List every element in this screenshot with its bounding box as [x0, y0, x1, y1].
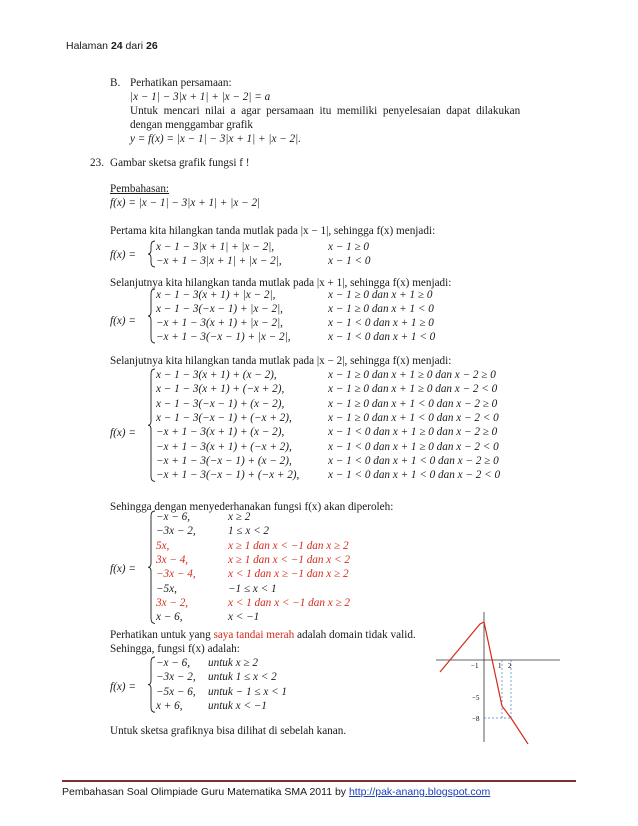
piece-condition: x − 1 < 0 dan x + 1 ≥ 0 dan x − 2 < 0: [328, 440, 499, 453]
piece-expression: x − 1 − 3|x + 1| + |x − 2|,: [156, 241, 275, 253]
piece-condition: x − 1 < 0 dan x + 1 ≥ 0 dan x − 2 ≥ 0: [328, 426, 498, 439]
step2-text: Selanjutnya kita hilangkan tanda mutlak pada |x + 1|, sehingga f(x) menjadi:: [110, 277, 452, 289]
piece-condition: untuk x ≥ 2: [208, 657, 258, 669]
so-text: Sehingga, fungsi f(x) adalah:: [110, 643, 240, 655]
piece-expression: −3x − 2,: [156, 525, 196, 538]
page-number: 24: [110, 40, 123, 52]
piece-expression: x − 1 − 3(x + 1) + |x − 2|,: [156, 289, 276, 301]
page-footer: Pembahasan Soal Olimpiade Guru Matematika SMA 2011 by http://pak-anang.blogspot.com: [62, 786, 491, 798]
question-number: 23.: [90, 157, 104, 169]
section-b-line3: Untuk mencari nilai a agar persamaan itu memiliki penyelesaian dapat dilakukan: [130, 105, 521, 117]
page-header: Halaman 24 dari 26: [66, 40, 158, 52]
piece-expression: −3x − 2,: [156, 671, 196, 684]
piece-condition: x − 1 < 0 dan x + 1 < 0 dan x − 2 ≥ 0: [328, 454, 499, 467]
step4-text: Sehingga dengan menyederhanakan fungsi f(x) akan diperoleh:: [110, 501, 394, 513]
section-b-equation: |x − 1| − 3|x + 1| + |x − 2| = a: [130, 91, 271, 103]
section-b-line1: Perhatikan persamaan:: [130, 77, 232, 89]
function-graph: [436, 610, 560, 744]
piece-expression: −x + 1 − 3(−x − 1) + (x − 2),: [156, 454, 292, 467]
piece-condition: x − 1 < 0 dan x + 1 < 0 dan x − 2 < 0: [328, 469, 501, 482]
piece-expression: x − 1 − 3(−x − 1) + |x − 2|,: [156, 303, 283, 315]
piece-expression: −x − 6,: [156, 657, 191, 669]
brace: [148, 240, 156, 268]
piece-expression: −x + 1 − 3(−x − 1) + (−x + 2),: [156, 469, 300, 482]
piece-condition: x − 1 ≥ 0 dan x + 1 ≥ 0: [328, 289, 433, 301]
tick-x-2: 2: [508, 662, 512, 670]
brace: [148, 656, 156, 713]
tick-y-neg8: −8: [472, 715, 480, 723]
piece-expression: 3x − 4,: [156, 553, 189, 566]
step3-text: Selanjutnya kita hilangkan tanda mutlak pada |x − 2|, sehingga f(x) menjadi:: [110, 355, 452, 367]
tick-x-1: 1: [498, 662, 502, 670]
note-red: saya tandai merah: [213, 629, 295, 641]
piece-condition: x − 1 ≥ 0 dan x + 1 ≥ 0 dan x − 2 ≥ 0: [328, 369, 496, 381]
piece-condition: x − 1 ≥ 0 dan x + 1 ≥ 0 dan x − 2 < 0: [328, 383, 498, 396]
piece-condition: untuk 1 ≤ x < 2: [208, 671, 277, 684]
piece-expression: x + 6,: [156, 699, 183, 712]
piece-expression: x − 1 − 3(−x − 1) + (x − 2),: [156, 397, 285, 410]
piece-condition: x < 1 dan x ≥ −1 dan x ≥ 2: [228, 568, 349, 581]
solution-function: f(x) = |x − 1| − 3|x + 1| + |x − 2|: [110, 197, 261, 209]
piece-expression: x − 1 − 3(x + 1) + (−x + 2),: [156, 383, 285, 396]
piece-condition: x ≥ 1 dan x < −1 dan x ≥ 2: [228, 539, 349, 552]
piece-condition: x − 1 ≥ 0: [328, 241, 370, 253]
brace: [148, 368, 156, 482]
piece-expression: −x + 1 − 3(−x − 1) + |x − 2|,: [156, 331, 291, 343]
piece-expression: −5x − 6,: [156, 685, 196, 698]
solution-title: Pembahasan:: [110, 183, 170, 195]
sys1-fx-label: f(x) =: [110, 249, 136, 261]
step1-text: Pertama kita hilangkan tanda mutlak pada |x − 1|, sehingga f(x) menjadi:: [110, 225, 436, 237]
piece-condition: x − 1 ≥ 0 dan x + 1 < 0 dan x − 2 < 0: [328, 411, 499, 424]
tick-y-neg5: −5: [472, 694, 480, 702]
brace: [148, 288, 156, 344]
piece-expression: −x + 1 − 3(x + 1) + (−x + 2),: [156, 440, 292, 453]
piece-condition: x − 1 ≥ 0 dan x + 1 < 0: [328, 303, 434, 315]
piece-expression: −5x,: [156, 582, 177, 595]
piece-condition: x − 1 < 0 dan x + 1 < 0: [328, 331, 436, 343]
piece-expression: x − 1 − 3(−x − 1) + (−x + 2),: [156, 411, 292, 424]
tick-x-neg1: −1: [471, 662, 479, 670]
piece-expression: 3x − 2,: [156, 596, 189, 609]
note-text: Perhatikan untuk yang saya tandai merah adalah domain tidak valid.: [110, 629, 416, 641]
sys4-fx-label: f(x) =: [110, 563, 136, 575]
sys5-fx-label: f(x) =: [110, 681, 136, 693]
piece-expression: −x − 6,: [156, 511, 191, 523]
piece-expression: 5x,: [156, 539, 170, 552]
piece-condition: untuk x < −1: [208, 699, 267, 712]
piece-expression: −3x − 4,: [156, 568, 196, 581]
piece-condition: x ≥ 2: [228, 511, 251, 523]
piece-condition: −1 ≤ x < 1: [228, 582, 277, 595]
sys2-fx-label: f(x) =: [110, 315, 136, 327]
piece-condition: untuk − 1 ≤ x < 1: [208, 685, 288, 698]
piece-expression: x − 6,: [156, 611, 183, 624]
section-b-label: B.: [110, 77, 121, 89]
piece-expression: −x + 1 − 3(x + 1) + |x − 2|,: [156, 317, 283, 329]
piece-condition: 1 ≤ x < 2: [228, 525, 270, 538]
piece-condition: x − 1 < 0: [328, 255, 371, 267]
piece-condition: x < −1: [228, 611, 260, 624]
question-text: Gambar sketsa grafik fungsi f !: [110, 157, 250, 169]
section-b-line4: dengan menggambar grafik: [130, 119, 254, 131]
piece-condition: x < 1 dan x < −1 dan x ≥ 2: [228, 596, 350, 609]
sys3-fx-label: f(x) =: [110, 427, 136, 439]
piece-expression: −x + 1 − 3(x + 1) + (x − 2),: [156, 426, 285, 439]
footer-link[interactable]: http://pak-anang.blogspot.com: [348, 786, 491, 798]
page-total: 26: [145, 40, 158, 52]
piece-condition: x ≥ 1 dan x < −1 dan x < 2: [228, 553, 350, 566]
piece-expression: −x + 1 − 3|x + 1| + |x − 2|,: [156, 255, 282, 267]
piece-condition: x − 1 < 0 dan x + 1 ≥ 0: [328, 317, 434, 329]
footer-rule: [62, 780, 576, 782]
final-text: Untuk sketsa grafiknya bisa dilihat di sebelah kanan.: [110, 725, 347, 737]
brace: [148, 510, 156, 624]
piece-condition: x − 1 ≥ 0 dan x + 1 < 0 dan x − 2 ≥ 0: [328, 397, 498, 410]
piece-expression: x − 1 − 3(x + 1) + (x − 2),: [156, 369, 277, 381]
section-b-function: y = f(x) = |x − 1| − 3|x + 1| + |x − 2|.: [130, 133, 302, 145]
